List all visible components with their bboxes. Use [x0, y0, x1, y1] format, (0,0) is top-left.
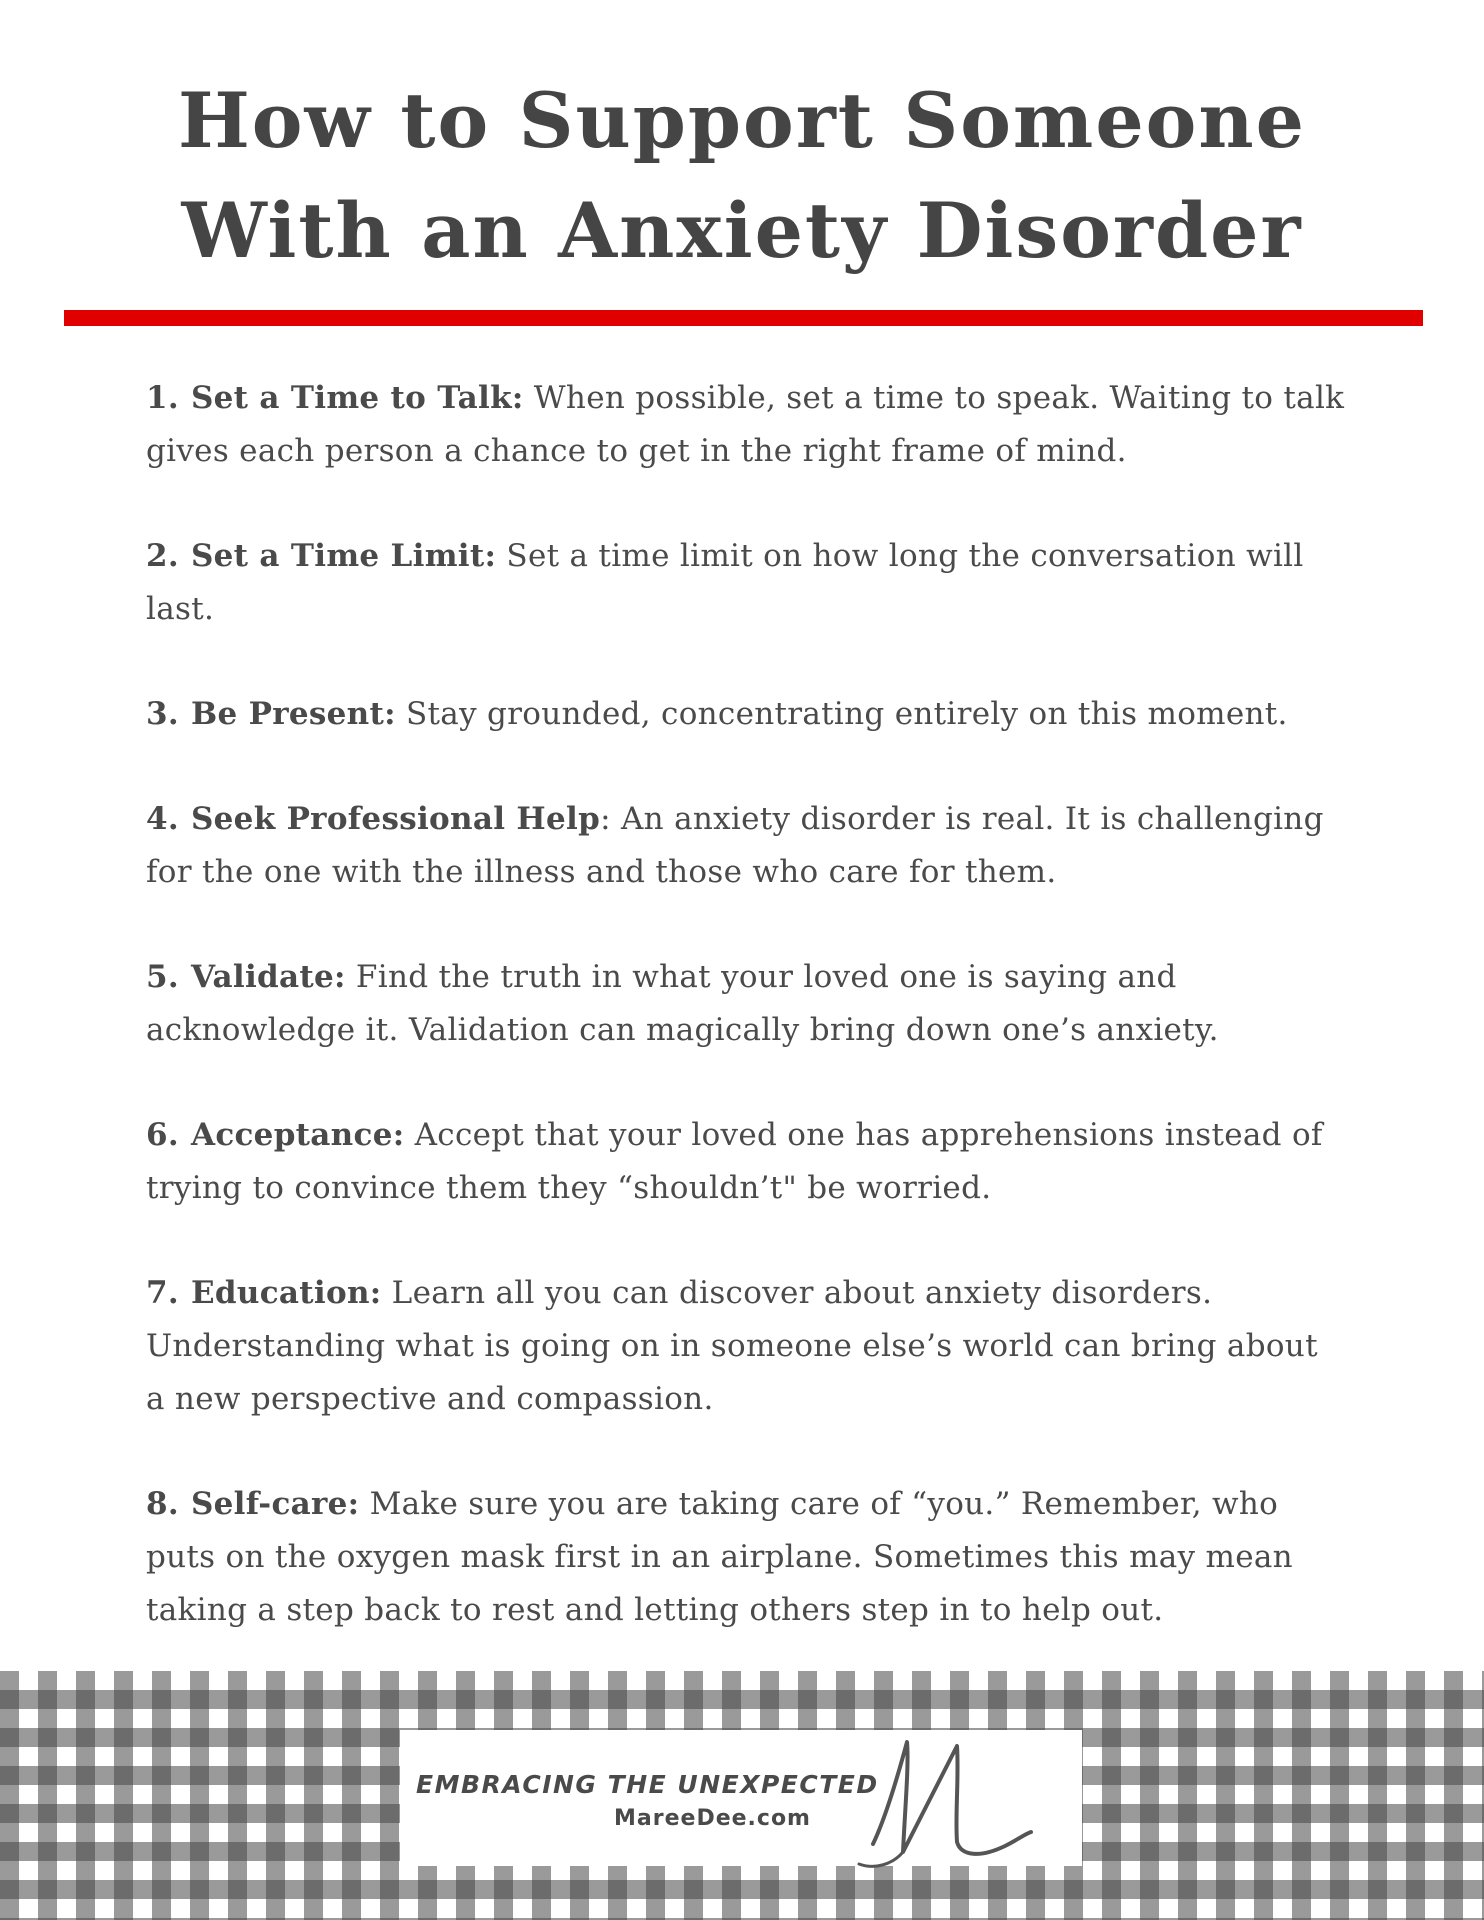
tip-text: Stay grounded, concentrating entirely on this moment.: [395, 696, 1288, 732]
tip-heading: Self-care:: [190, 1486, 360, 1522]
title-line-1: How to Support Someone: [177, 76, 1306, 165]
brand-tagline: EMBRACING THE UNEXPECTED: [416, 1770, 879, 1799]
tip-item: [146, 1109, 1346, 1215]
tip-number: 2.: [146, 538, 179, 574]
tip-number: 6.: [146, 1117, 179, 1153]
tip-item: [146, 372, 1346, 478]
brand-url: MareeDee.com: [614, 1806, 811, 1831]
tip-text: Find the truth in what your loved one is saying and acknowledge it. Validation can magically bring down one’s anxiety.: [146, 959, 1219, 1048]
tip-text: Make sure you are taking care of “you.” Remember, who puts on the oxygen mask first in an airplane. Sometimes this may mean taking a step back to rest and letting others step in to help out.: [146, 1486, 1293, 1628]
tip-item: [146, 530, 1346, 636]
page-title: [0, 66, 1484, 286]
tip-text: : An anxiety disorder is real. It is challenging for the one with the illness and those who care for them.: [146, 801, 1324, 890]
tips-list: [146, 372, 1346, 1689]
tip-text: Learn all you can discover about anxiety disorders. Understanding what is going on in someone else’s world can bring about a new perspective and compassion.: [146, 1275, 1318, 1417]
tip-heading: Set a Time Limit:: [190, 538, 497, 574]
tip-number: 7.: [146, 1275, 179, 1311]
brand-logo-box: [400, 1730, 1082, 1866]
tip-item: [146, 951, 1346, 1057]
script-m-logo-icon: [845, 1724, 1055, 1874]
tip-item: [146, 793, 1346, 899]
tip-item: [146, 688, 1346, 741]
tip-heading: Seek Professional Help: [190, 801, 601, 837]
tip-heading: Education:: [190, 1275, 382, 1311]
tip-item: [146, 1478, 1346, 1637]
tip-number: 1.: [146, 380, 179, 416]
tip-heading: Be Present:: [190, 696, 396, 732]
tip-number: 3.: [146, 696, 179, 732]
tip-item: [146, 1267, 1346, 1426]
tip-heading: Validate:: [190, 959, 346, 995]
tip-text: Set a time limit on how long the conversation will last.: [146, 538, 1304, 627]
tip-heading: Set a Time to Talk:: [190, 380, 524, 416]
tip-number: 5.: [146, 959, 179, 995]
red-divider: [64, 310, 1423, 326]
tip-number: 8.: [146, 1486, 179, 1522]
gingham-footer: [0, 1671, 1484, 1920]
tip-text: Accept that your loved one has apprehensions instead of trying to convince them they “shouldn’t" be worried.: [146, 1117, 1323, 1206]
tip-number: 4.: [146, 801, 179, 837]
title-line-2: With an Anxiety Disorder: [181, 186, 1303, 275]
tip-heading: Acceptance:: [190, 1117, 405, 1153]
tip-text: When possible, set a time to speak. Waiting to talk gives each person a chance to get in the right frame of mind.: [146, 380, 1345, 469]
